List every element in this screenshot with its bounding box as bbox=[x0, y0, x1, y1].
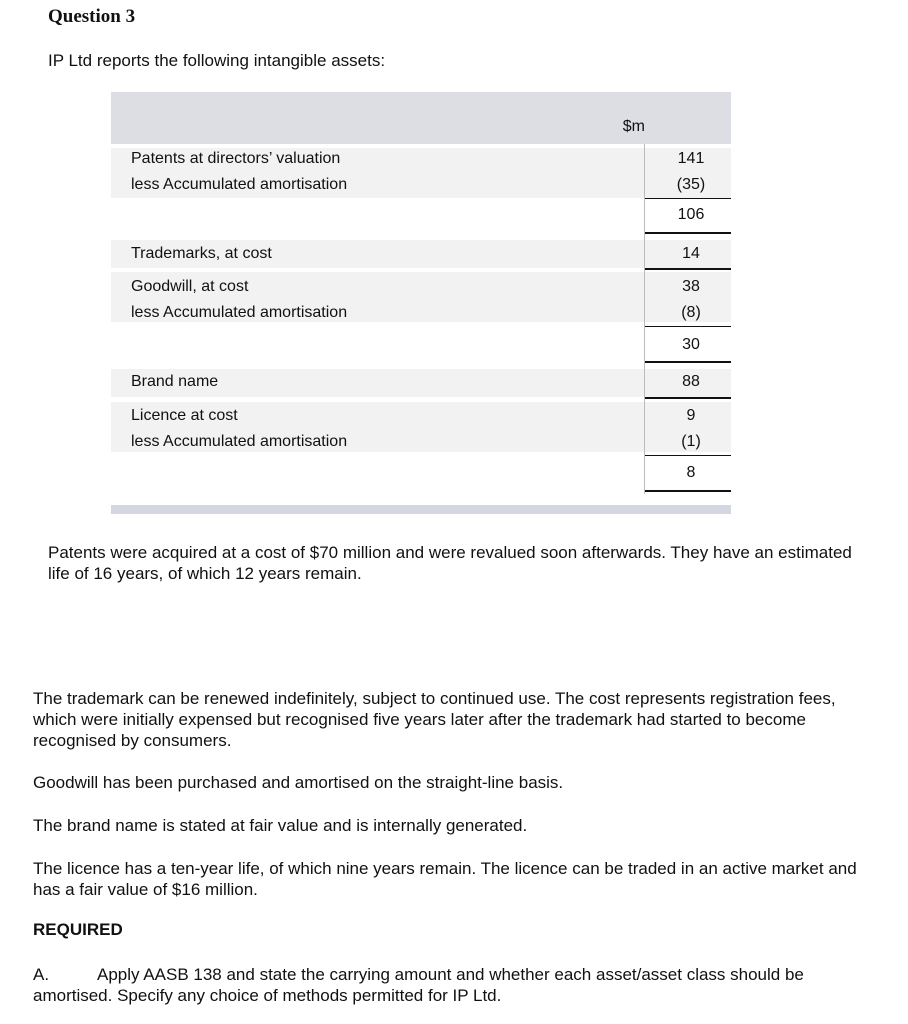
total-double-rule bbox=[645, 397, 731, 399]
licence-paragraph: The licence has a ten-year life, of which nine years remain. The licence can be traded in an active market and has a fair value of $16 million. bbox=[33, 859, 857, 899]
subtotal-rule bbox=[645, 326, 731, 327]
table-row-value: 141 bbox=[677, 150, 705, 167]
total-double-rule bbox=[645, 361, 731, 363]
table-row-label: less Accumulated amortisation bbox=[131, 176, 348, 193]
unit-header: $m bbox=[622, 118, 645, 135]
part-marker: A. bbox=[33, 965, 50, 984]
table-row-label: Licence at cost bbox=[131, 407, 238, 424]
table-row-value: 38 bbox=[682, 278, 700, 295]
total-double-rule bbox=[645, 490, 731, 492]
table-row-value: 106 bbox=[677, 206, 705, 223]
table-footer-band bbox=[111, 505, 731, 514]
trademark-paragraph: The trademark can be renewed indefinitely, subject to continued use. The cost represents registration fees, which were initially expensed but recognised five years later after the trademark had started to become recognised by consumers. bbox=[33, 689, 836, 750]
intangible-assets-table bbox=[111, 92, 731, 514]
required-heading: REQUIRED bbox=[33, 920, 123, 939]
goodwill-paragraph: Goodwill has been purchased and amortised on the straight-line basis. bbox=[33, 773, 564, 792]
table-row-label: Goodwill, at cost bbox=[131, 278, 249, 295]
table-row-label: less Accumulated amortisation bbox=[131, 433, 348, 450]
table-row-value: 88 bbox=[682, 373, 700, 390]
question-title: Question 3 bbox=[48, 6, 136, 27]
table-row-value: (8) bbox=[681, 304, 701, 321]
part-text: Apply AASB 138 and state the carrying amount and whether each asset/asset class should be amortised. Specify any choice of methods permitted for IP Ltd. bbox=[33, 965, 804, 1005]
required-part-a bbox=[33, 964, 883, 1006]
brand-paragraph: The brand name is stated at fair value and is internally generated. bbox=[33, 816, 528, 835]
table-row-value: 30 bbox=[682, 336, 700, 353]
column-divider bbox=[644, 144, 645, 494]
table-row-value: 9 bbox=[686, 407, 696, 424]
table-row-value: 8 bbox=[686, 464, 696, 481]
question-intro: IP Ltd reports the following intangible assets: bbox=[48, 51, 386, 70]
total-double-rule bbox=[645, 268, 731, 270]
subtotal-rule bbox=[645, 455, 731, 456]
table-row-label: less Accumulated amortisation bbox=[131, 304, 348, 321]
table-row-label: Brand name bbox=[131, 373, 219, 390]
table-row-value: (35) bbox=[676, 176, 706, 193]
table-row-label: Trademarks, at cost bbox=[131, 245, 272, 262]
table-header bbox=[111, 92, 731, 144]
table-row-label: Patents at directors’ valuation bbox=[131, 150, 341, 167]
patents-paragraph: Patents were acquired at a cost of $70 million and were revalued soon afterwards. They have an estimated life of 16 years, of which 12 years remain. bbox=[48, 543, 852, 583]
subtotal-rule bbox=[645, 198, 731, 199]
table-row-value: 14 bbox=[682, 245, 700, 262]
table-row-value: (1) bbox=[681, 433, 701, 450]
total-double-rule bbox=[645, 232, 731, 234]
